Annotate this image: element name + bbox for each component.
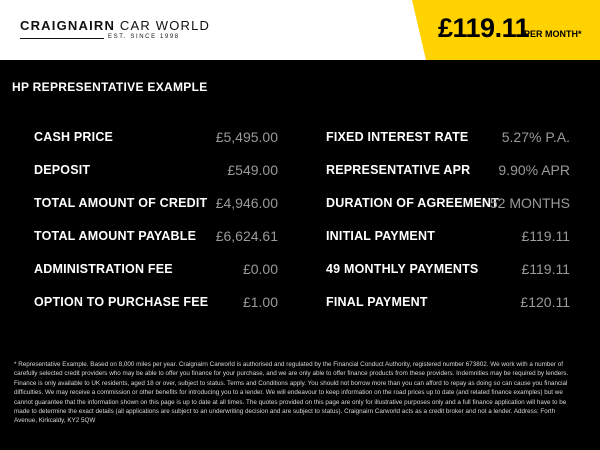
row-label: FIXED INTEREST RATE — [326, 130, 469, 144]
finance-row — [34, 130, 278, 150]
row-label: 49 MONTHLY PAYMENTS — [326, 262, 479, 276]
section-title: HP REPRESENTATIVE EXAMPLE — [12, 80, 208, 94]
brand-tagline: EST. SINCE 1998 — [108, 34, 180, 40]
finance-row — [34, 196, 278, 216]
row-value: £5,495.00 — [215, 129, 278, 145]
row-value: £4,946.00 — [215, 195, 278, 211]
brand-logo[interactable] — [20, 18, 211, 40]
legal-footnote: * Representative Example. Based on 8,000 miles per year. Craignairn Carworld is authorised and regulated by the Financial Conduct Authority, registered number 673802. We work with a number of carefully selected credit providers who may be able to offer you finance for your purchase, and we are only able to offer finance products from these providers. Indemnities may be required by lenders. Finance is only available to UK residents, aged 18 or over, subject to status. Terms and Conditions apply. You should not borrow more than you can afford to repay as doing so can cause you financial difficulties. We may receive a commission or other benefits for introducing you to a lender. We will endeavour to keep information on the road prices up to date (and related finance examples) but we cannot guarantee that the information shown on this page is up to date at all times. The quotes provided on this page are only for illustrative purposes only and a full finance application will have to be made to determine the exact details (all applications are subject to an underwriting decision and are subject to status). Craignairn Carworld acts as a credit broker and not a lender. Address: Forth Avenue, Kirkcaldy, KY2 5QW — [14, 361, 569, 425]
finance-row — [34, 229, 278, 249]
row-label: ADMINISTRATION FEE — [34, 262, 173, 276]
finance-row — [34, 262, 278, 282]
row-value: £120.11 — [520, 294, 570, 310]
finance-row — [326, 130, 570, 150]
finance-row — [326, 196, 570, 216]
finance-row — [326, 229, 570, 249]
row-value: £0.00 — [242, 261, 278, 277]
row-label: OPTION TO PURCHASE FEE — [34, 295, 209, 309]
row-label: INITIAL PAYMENT — [326, 229, 436, 243]
brand-name-bold: CRAIGNAIRN — [20, 18, 116, 33]
logo-divider — [20, 38, 104, 39]
row-label: DURATION OF AGREEMENT — [326, 196, 499, 210]
row-label: TOTAL AMOUNT PAYABLE — [34, 229, 197, 243]
row-value: 9.90% APR — [498, 162, 570, 178]
brand-name-light: CAR WORLD — [119, 18, 211, 33]
monthly-price-panel — [426, 0, 600, 60]
row-value: £119.11 — [521, 228, 570, 244]
row-value: £119.11 — [521, 261, 570, 277]
row-value: 5.27% P.A. — [501, 129, 570, 145]
row-value: 52 MONTHS — [489, 195, 570, 211]
row-value: £549.00 — [227, 162, 278, 178]
monthly-price-amount: £119.11 — [438, 13, 530, 43]
row-label: TOTAL AMOUNT OF CREDIT — [34, 196, 208, 210]
finance-row — [34, 163, 278, 183]
row-label: CASH PRICE — [34, 130, 114, 144]
row-value: £1.00 — [242, 294, 278, 310]
finance-row — [34, 295, 278, 315]
finance-row — [326, 262, 570, 282]
row-value: £6,624.61 — [215, 228, 278, 244]
row-label: FINAL PAYMENT — [326, 295, 428, 309]
finance-row — [326, 163, 570, 183]
row-label: REPRESENTATIVE APR — [326, 163, 471, 177]
finance-row — [326, 295, 570, 315]
brand-name — [20, 18, 211, 33]
monthly-price-unit: PER MONTH* — [524, 29, 582, 39]
row-label: DEPOSIT — [34, 163, 91, 177]
